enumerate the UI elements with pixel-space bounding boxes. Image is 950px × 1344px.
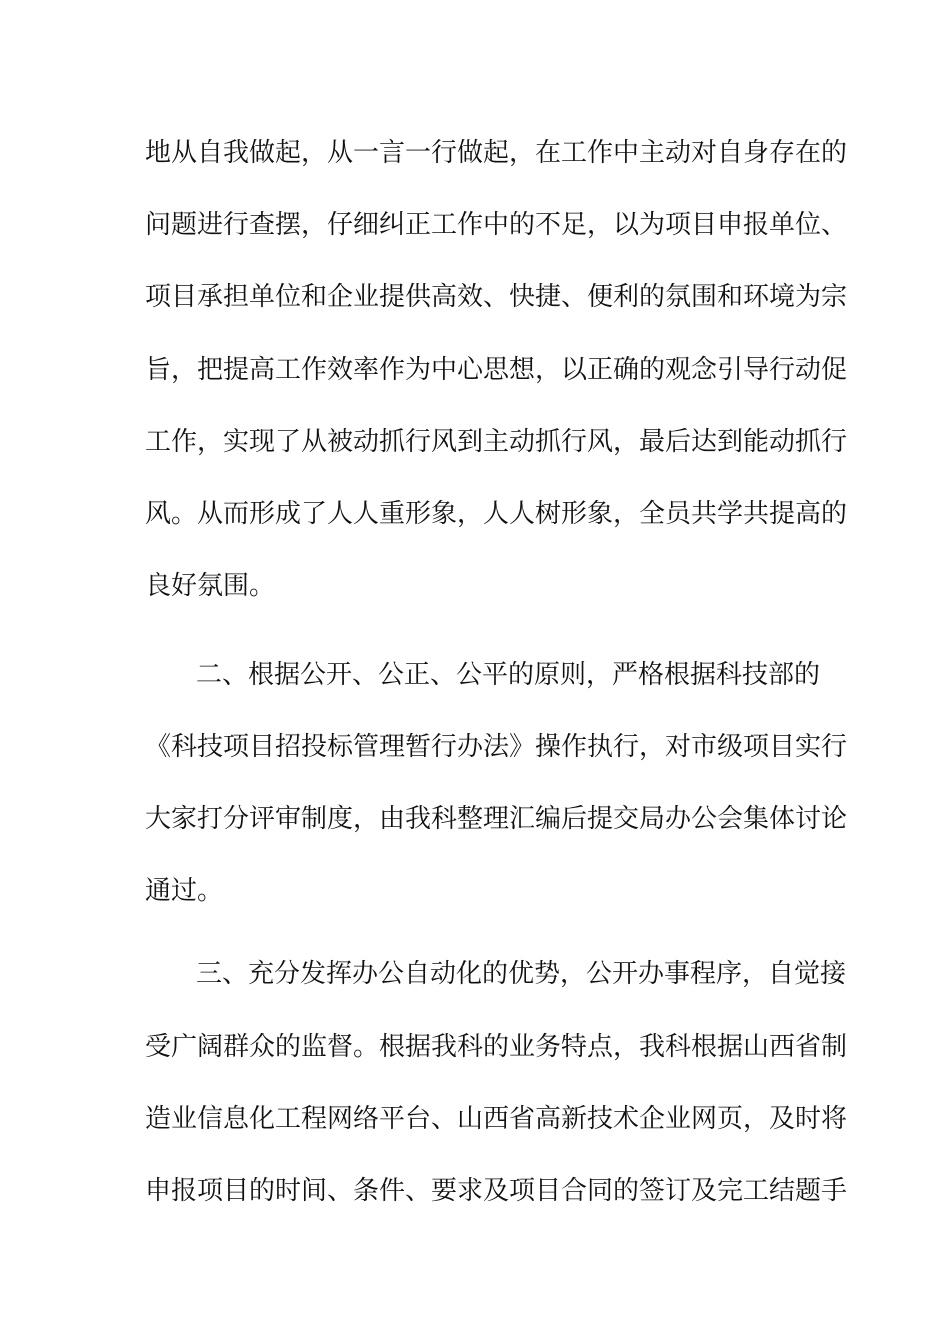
paragraph-2-line-4: 通过。 <box>145 876 224 906</box>
paragraph-1-line-4: 旨，把提高工作效率作为中心思想，以正确的观念引导行动促 <box>145 355 848 385</box>
paragraph-2-line-2: 《科技项目招投标管理暂行办法》操作执行，对市级项目实行 <box>145 732 848 762</box>
paragraph-3-line-1: 三、充分发挥办公自动化的优势，公开办事程序，自觉接 <box>196 959 847 989</box>
paragraph-1-line-5: 工作，实现了从被动抓行风到主动抓行风，最后达到能动抓行 <box>145 427 848 457</box>
paragraph-3-line-4: 申报项目的时间、条件、要求及项目合同的签订及完工结题手 <box>145 1176 848 1206</box>
paragraph-2-line-1: 二、根据公开、公正、公平的原则，严格根据科技部的 <box>196 660 821 690</box>
paragraph-2-line-3: 大家打分评审制度，由我科整理汇编后提交局办公会集体讨论 <box>145 804 848 834</box>
paragraph-1-line-2: 问题进行查摆，仔细纠正工作中的不足，以为项目申报单位、 <box>145 210 848 240</box>
paragraph-3-line-3: 造业信息化工程网络平台、山西省高新技术企业网页，及时将 <box>145 1104 848 1134</box>
paragraph-1-line-7: 良好氛围。 <box>145 571 276 601</box>
paragraph-3-line-2: 受广阔群众的监督。根据我科的业务特点，我科根据山西省制 <box>145 1032 848 1062</box>
paragraph-1-line-1: 地从自我做起，从一言一行做起，在工作中主动对自身存在的 <box>145 138 848 168</box>
paragraph-1-line-6: 风。从而形成了人人重形象，人人树形象，全员共学共提高的 <box>145 499 848 529</box>
paragraph-1-line-3: 项目承担单位和企业提供高效、快捷、便利的氛围和环境为宗 <box>145 282 848 312</box>
